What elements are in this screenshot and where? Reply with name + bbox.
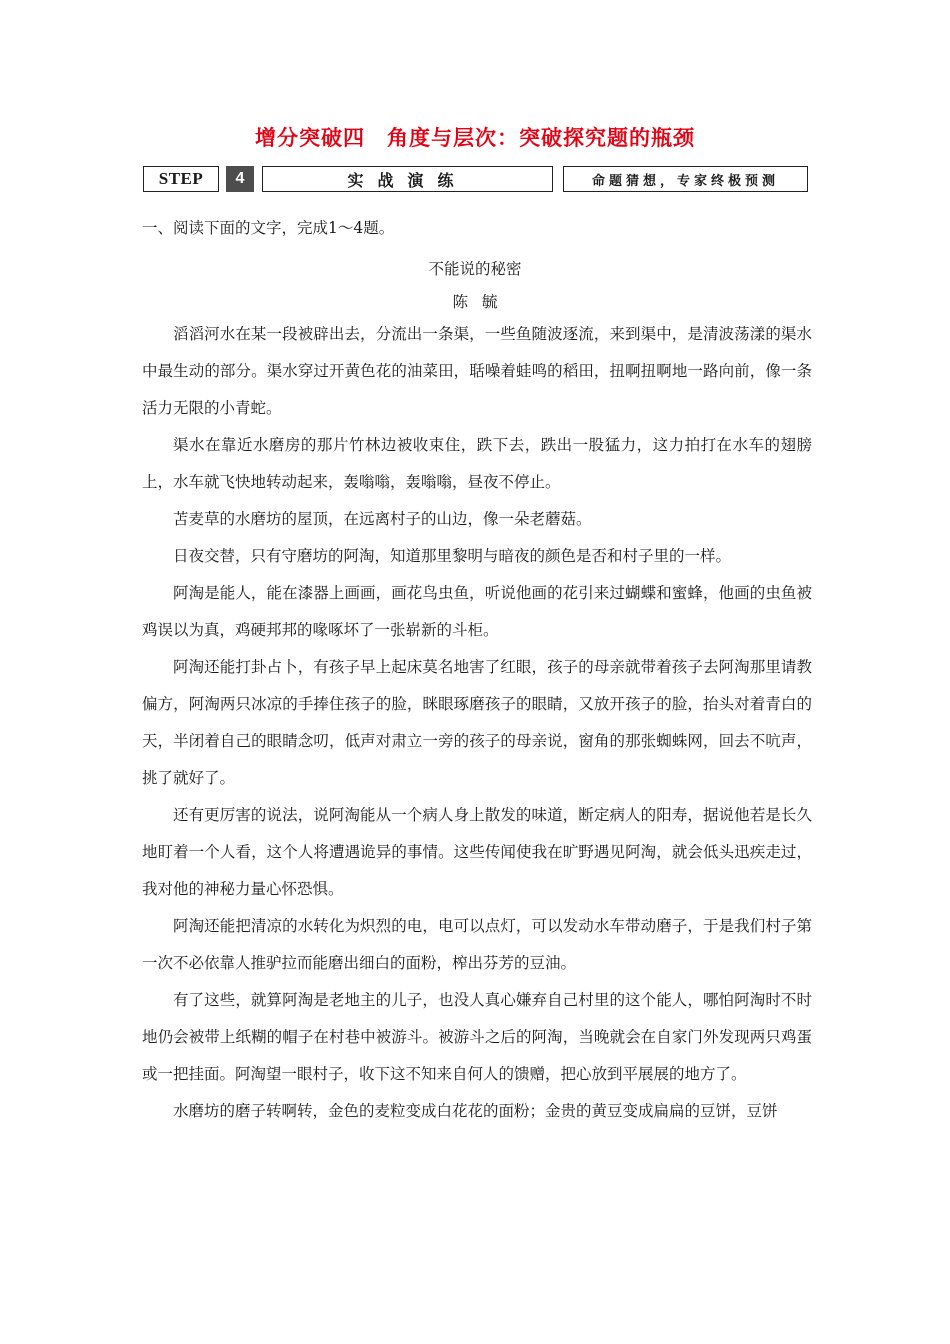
section-title: 增分突破四 角度与层次：突破探究题的瓶颈 bbox=[255, 126, 695, 150]
article-body bbox=[142, 316, 812, 1130]
article-author: 陈毓 bbox=[452, 293, 512, 311]
paragraph: 苫麦草的水磨坊的屋顶，在远离村子的山边，像一朵老蘑菇。 bbox=[173, 510, 592, 528]
step-tagline: 命题猜想，专家终极预测 bbox=[563, 166, 808, 192]
paragraph: 有了这些，就算阿淘是老地主的儿子，也没人真心嫌弃自己村里的这个能人，哪怕阿淘时不时地仍会被带上纸糊的帽子在村巷中被游斗。被游斗之后的阿淘，当晚就会在自家门外发现两只鸡蛋或一把挂面。阿淘望一眼村子，收下这不知来自何人的馈赠，把心放到平展展的地方了。 bbox=[142, 991, 812, 1083]
step-title: 实战演练 bbox=[262, 166, 553, 192]
paragraph: 滔滔河水在某一段被辟出去，分流出一条渠，一些鱼随波逐流，来到渠中，是清波荡漾的渠水中最生动的部分。渠水穿过开黄色花的油菜田，聒噪着蛙鸣的稻田，扭啊扭啊地一路向前，像一条活力无限的小青蛇。 bbox=[142, 325, 812, 417]
step-label: STEP bbox=[143, 166, 219, 192]
paragraph: 还有更厉害的说法，说阿淘能从一个病人身上散发的味道，断定病人的阳寿，据说他若是长久地盯着一个人看，这个人将遭遇诡异的事情。这些传闻使我在旷野遇见阿淘，就会低头迅疾走过，我对他的神秘力量心怀恐惧。 bbox=[142, 806, 812, 898]
article-title: 不能说的秘密 bbox=[428, 260, 522, 278]
paragraph: 水磨坊的磨子转啊转，金色的麦粒变成白花花的面粉；金贵的黄豆变成扁扁的豆饼，豆饼 bbox=[173, 1102, 778, 1120]
paragraph: 渠水在靠近水磨房的那片竹林边被收束住，跌下去，跌出一股猛力，这力拍打在水车的翅膀上，水车就飞快地转动起来，轰嗡嗡，轰嗡嗡，昼夜不停止。 bbox=[142, 436, 812, 491]
paragraph: 阿淘是能人，能在漆器上画画，画花鸟虫鱼，听说他画的花引来过蝴蝶和蜜蜂，他画的虫鱼被鸡误以为真，鸡硬邦邦的喙啄坏了一张崭新的斗柜。 bbox=[142, 584, 812, 639]
paragraph: 阿淘还能把清凉的水转化为炽烈的电，电可以点灯，可以发动水车带动磨子，于是我们村子第一次不必依靠人推驴拉而能磨出细白的面粉，榨出芬芳的豆油。 bbox=[142, 917, 812, 972]
step-number-badge: 4 bbox=[226, 166, 254, 192]
question-instruction: 一、阅读下面的文字，完成1～4题。 bbox=[142, 219, 395, 237]
paragraph: 阿淘还能打卦占卜，有孩子早上起床莫名地害了红眼，孩子的母亲就带着孩子去阿淘那里请教偏方，阿淘两只冰凉的手捧住孩子的脸，眯眼琢磨孩子的眼睛，又放开孩子的脸，抬头对着青白的天，半闭着自己的眼睛念叨，低声对肃立一旁的孩子的母亲说，窗角的那张蜘蛛网，回去不吭声，挑了就好了。 bbox=[142, 658, 812, 787]
paragraph: 日夜交替，只有守磨坊的阿淘，知道那里黎明与暗夜的颜色是否和村子里的一样。 bbox=[173, 547, 732, 565]
